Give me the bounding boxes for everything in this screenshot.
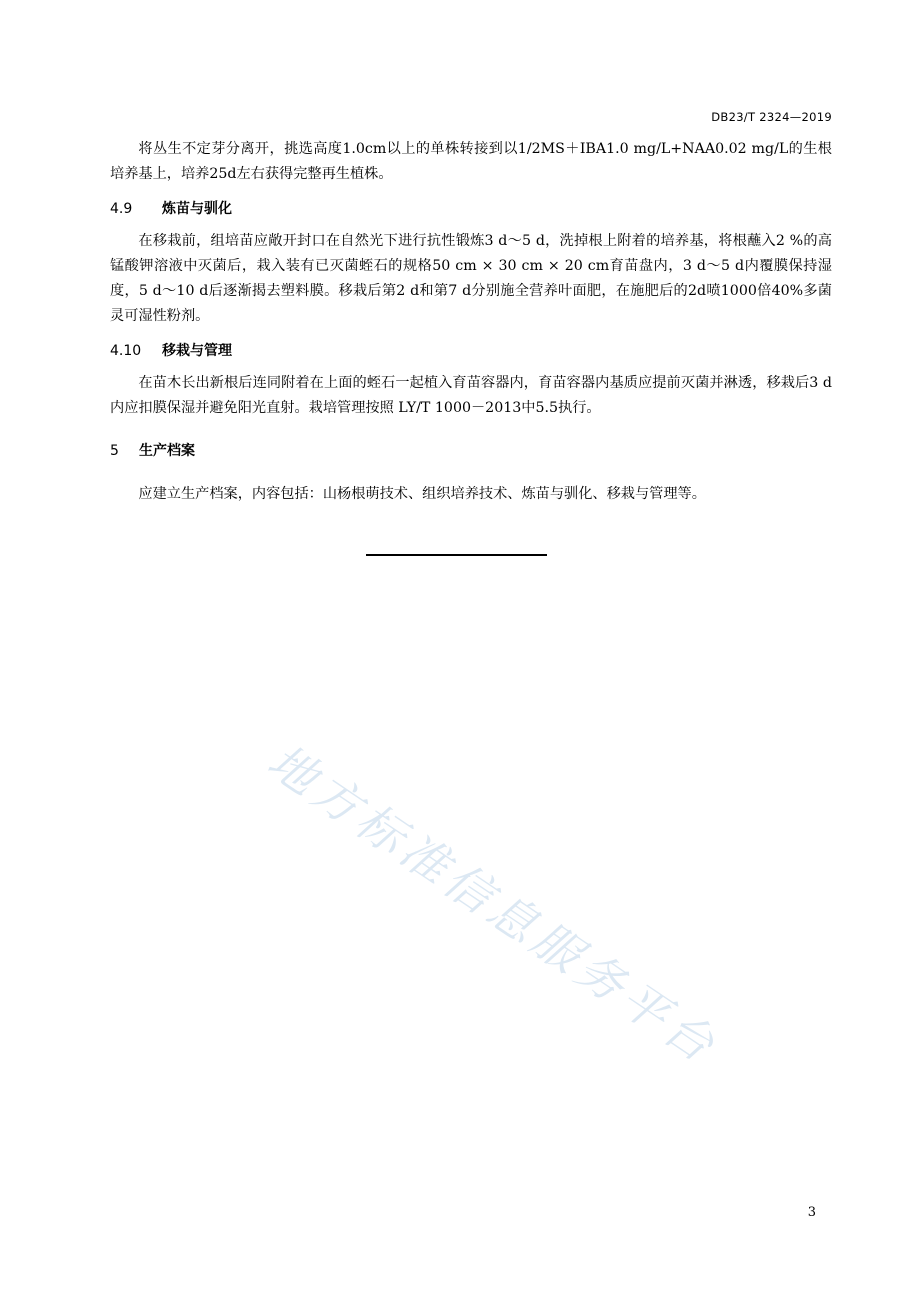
paragraph-records: 应建立生产档案，内容包括：山杨根萌技术、组织培养技术、炼苗与驯化、移栽与管理等。 (138, 486, 706, 502)
section-title: 炼苗与驯化 (162, 201, 232, 217)
section-heading-5 (110, 441, 832, 461)
section-number: 5 (110, 443, 119, 459)
document-code: DB23/T 2324—2019 (711, 110, 832, 124)
section-number: 4.9 (110, 201, 133, 217)
paragraph-hardening: 在移栽前，组培苗应敞开封口在自然光下进行抗性锻炼3 d～5 d，洗掉根上附着的培养基，将根蘸入2 %的高锰酸钾溶液中灭菌后，栽入装有已灭菌蛭石的规格50 cm × 30 cm × 20 cm育苗盘内，3 d～5 d内覆膜保持湿度，5 d～10 d后逐渐揭去塑料膜。移栽后第2 d和第7 d分别施全营养叶面肥，在施肥后的2d喷1000倍40%多菌灵可湿性粉剂。 (110, 233, 832, 324)
paragraph-transplanting: 在苗木长出新根后连同附着在上面的蛭石一起植入育苗容器内，育苗容器内基质应提前灭菌并淋透，移栽后3 d内应扣膜保湿并避免阳光直射。栽培管理按照 LY/T 1000－2013中5.5执行。 (110, 375, 832, 416)
paragraph-rooting: 将丛生不定芽分离开，挑选高度1.0cm以上的单株转接到以1/2MS＋IBA1.0 mg/L+NAA0.02 mg/L的生根培养基上，培养25d左右获得完整再生植株。 (110, 141, 832, 182)
section-heading-4-9 (110, 199, 832, 219)
watermark: 地方标准信息服务平台 (257, 733, 728, 1076)
page-number: 3 (807, 1205, 816, 1220)
section-title: 移栽与管理 (162, 343, 232, 359)
section-title: 生产档案 (139, 443, 195, 459)
end-divider (366, 554, 547, 556)
section-heading-4-10 (110, 341, 832, 361)
section-number: 4.10 (110, 343, 142, 359)
document-body (110, 137, 832, 507)
